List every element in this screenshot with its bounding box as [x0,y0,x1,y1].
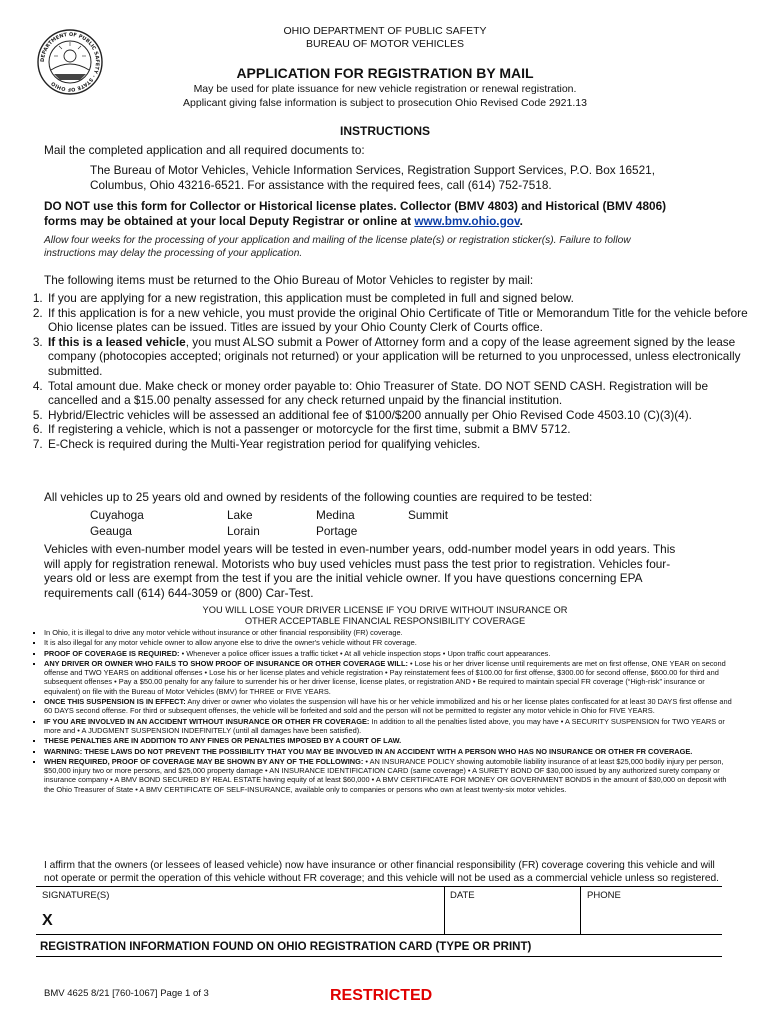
agency-line-2: BUREAU OF MOTOR VEHICLES [306,38,464,50]
county-medina: Medina [316,508,355,522]
insurance-heading-line-1: YOU WILL LOSE YOUR DRIVER LICENSE IF YOU DRIVE WITHOUT INSURANCE OR [202,605,568,615]
processing-notice [44,234,631,260]
address-line-1: The Bureau of Motor Vehicles, Vehicle Information Services, Registration Support Services, P.O. Box 16521, [90,163,656,177]
processing-notice-line-2: instructions may delay the processing of your application. [44,248,303,259]
instructions-heading: INSTRUCTIONS [340,124,430,138]
collector-warning [44,199,666,228]
insurance-heading-line-2: OTHER ACCEPTABLE FINANCIAL RESPONSIBILITY COVERAGE [244,616,526,626]
list-item: 4. Total amount due. Make check or money order payable to: Ohio Treasurer of State. DO NOT SEND CASH. Registration will be cancelled and a $15.00 penalty assessed for any check returned unpaid by the financial institution. [46,379,751,408]
list-item: 6. If registering a vehicle, which is not a passenger or motorcycle for the first time, submit a BMV 5712. [46,422,751,437]
mailing-address [90,163,655,192]
collector-warning-line-1: DO NOT use this form for Collector or Historical license plates. Collector (BMV 4803) and Historical (BMV 4806) [44,199,667,213]
list-item: ▪ IF YOU ARE INVOLVED IN AN ACCIDENT WITHOUT INSURANCE OR OTHER FR COVERAGE: In addition to all the penalties listed above, you may have • A SECURITY SUSPENSION for TWO YEARS or more and • A JUDGMENT SUSPENSION INDEFINITELY (until all damages have been satisfied). [44,717,734,736]
form-identifier: BMV 4625 8/21 [760-1067] Page 1 of 3 [44,988,209,999]
list-item: ▪ WHEN REQUIRED, PROOF OF COVERAGE MAY BE SHOWN BY ANY OF THE FOLLOWING: • AN INSURANCE POLICY showing automobile liability insurance of at least $25,000 bodily injury per person, $50,000 injury two or more persons, and $25,000 property damage • AN INSURANCE IDENTIFICATION CARD (same coverage) • A SURETY BOND OF $30,000 issued by any authorized surety company or insurance company • A BMV BOND SECURED BY REAL ESTATE having equity of at least $60,000 • A BMV CERTIFICATE FOR MONEY OR GOVERNMENT BONDS in the amount of $30,000 on deposit with the Ohio Treasurer of State • A BMV CERTIFICATE OF SELF-INSURANCE, available only to companies or persons who own at least twenty-six motor vehicles. [44,757,734,794]
county-lorain: Lorain [227,524,260,538]
processing-notice-line-1: Allow four weeks for the processing of your application and mailing of the license plate(s) or registration sticker(s). Failure to follow [44,235,631,246]
county-summit: Summit [408,508,448,522]
list-item: ▪ THESE PENALTIES ARE IN ADDITION TO ANY FINES OR PENALTIES IMPOSED BY A COURT OF LAW. [44,736,734,745]
mail-intro: Mail the completed application and all required documents to: [44,143,365,157]
registration-divider [36,956,722,957]
registration-info-heading: REGISTRATION INFORMATION FOUND ON OHIO REGISTRATION CARD (TYPE OR PRINT) [40,941,532,953]
list-item: 2. If this application is for a new vehicle, you must provide the original Ohio Certificate of Title or Memorandum Title for the vehicle before Ohio license plates can be issued. Titles are issued by your Ohio County Clerk of Courts office. [46,306,751,335]
bmv-website-link[interactable]: www.bmv.ohio.gov [414,213,520,228]
coverage-affirmation: I affirm that the owners (or lessees of leased vehicle) now have insurance or other financial responsibility (FR) coverage covering this vehicle and will not operate or permit the operation of this vehicle without FR coverage; and this vehicle will not be used as a commercial vehicle unless so registered. [44,860,719,884]
agency-header [0,25,770,51]
echeck-line-2: will apply for registration renewal. Motorists who buy used vehicles must pass the test prior to registration. Vehicles four- [44,556,671,571]
signature-field[interactable] [36,887,445,934]
list-item: ▪ ONCE THIS SUSPENSION IS IN EFFECT: Any driver or owner who violates the suspension will have his or her vehicle immobilized and his or her license plates confiscated for at least 30 DAYS first offense and 60 DAYS second offense. For third or subsequent offenses, the vehicle will be forfeited and sold and the person will not be permitted to register any motor vehicle in Ohio for FIVE YEARS. [44,697,734,716]
restricted-stamp: RESTRICTED [330,987,433,1004]
form-title: APPLICATION FOR REGISTRATION BY MAIL [236,65,534,81]
signature-x-mark: X [42,912,53,929]
county-portage: Portage [316,524,358,538]
date-label: DATE [450,890,475,901]
warning-period: . [519,213,523,228]
subtitle-line-1: May be used for plate issuance for new vehicle registration or renewal registration. [193,83,577,95]
agency-line-1: OHIO DEPARTMENT OF PUBLIC SAFETY [283,25,487,37]
items-intro: The following items must be returned to the Ohio Bureau of Motor Vehicles to register by mail: [44,273,534,287]
list-item: 1. If you are applying for a new registration, this application must be completed in full and signed below. [46,291,751,306]
list-item: ▪ In Ohio, it is illegal to drive any motor vehicle without insurance or other financial responsibility (FR) coverage. [44,628,734,637]
insurance-warning-heading [0,605,770,627]
echeck-line-3: years old or less are exempt from the test if you are the initial vehicle owner. If you have questions concerning EPA [44,571,643,586]
signature-row [36,886,722,935]
county-geauga: Geauga [90,524,132,538]
address-line-2: Columbus, Ohio 43216-6521. For assistance with the required fees, call (614) 752-7518. [90,177,552,192]
collector-warning-line-2: forms may be obtained at your local Deputy Registrar or online at [44,213,415,228]
echeck-line-4: requirements call (614) 644-3059 or (800) Car-Test. [44,585,314,600]
echeck-line-1: Vehicles with even-number model years will be tested in even-number years, odd-number model years in odd years. This [44,542,676,556]
required-items-list [22,291,751,452]
echeck-paragraph [44,542,734,600]
list-item: 3. If this is a leased vehicle, you must ALSO submit a Power of Attorney form and a copy of the lease agreement signed by the lease company (photocopies accepted; originals not returned) or your application will be returned to you unprocessed, unless electronically submitted. [46,335,751,379]
date-field[interactable] [444,887,581,934]
list-item: ▪ It is also illegal for any motor vehicle owner to allow anyone else to drive the owner's vehicle without FR coverage. [44,638,734,647]
list-item: 7. E-Check is required during the Multi-Year registration period for qualifying vehicles. [46,437,751,452]
signature-label: SIGNATURE(S) [42,890,110,901]
svg-text:DEPARTMENT OF PUBLIC SAFETY ·: DEPARTMENT OF PUBLIC SAFETY · STATE OF OHIO [39,31,101,93]
form-subtitle [0,82,770,110]
county-lake: Lake [227,508,253,522]
list-item: 5. Hybrid/Electric vehicles will be assessed an additional fee of $100/$200 annually per Ohio Revised Code 4503.10 (C)(3)(4). [46,408,751,423]
counties-intro: All vehicles up to 25 years old and owned by residents of the following counties are required to be tested: [44,490,593,504]
phone-field[interactable] [581,887,722,934]
county-cuyahoga: Cuyahoga [90,508,144,522]
list-item: ▪ PROOF OF COVERAGE IS REQUIRED: • Whenever a police officer issues a traffic ticket • At all vehicle inspection stops • Upon traffic court appearances. [44,649,734,658]
phone-label: PHONE [587,890,621,901]
subtitle-line-2: Applicant giving false information is subject to prosecution Ohio Revised Code 2921.13 [183,97,587,109]
list-item: ▪ WARNING: THESE LAWS DO NOT PREVENT THE POSSIBILITY THAT YOU MAY BE INVOLVED IN AN ACCIDENT WITH A PERSON WHO HAS NO INSURANCE OR OTHER FR COVERAGE. [44,747,734,756]
insurance-penalties-list [22,628,734,795]
list-item: ▪ ANY DRIVER OR OWNER WHO FAILS TO SHOW PROOF OF INSURANCE OR OTHER COVERAGE WILL: • Lose his or her driver license until requirements are met on first offense, ONE YEAR on second offense and TWO YEARS on additional offenses • Lose his or her license plates and vehicle registration • Pay reinstatement fees of $100.00 for first offense, $300.00 for second offense, $600.00 for third and subsequent offenses • Pay a $50.00 penalty for any failure to surrender his or her driver license, license plates, or registration AND • Be required to maintain special FR coverage (“High-risk” insurance or equivalent) on file with the Bureau of Motor Vehicles (BMV) for THREE or FIVE YEARS. [44,659,734,696]
